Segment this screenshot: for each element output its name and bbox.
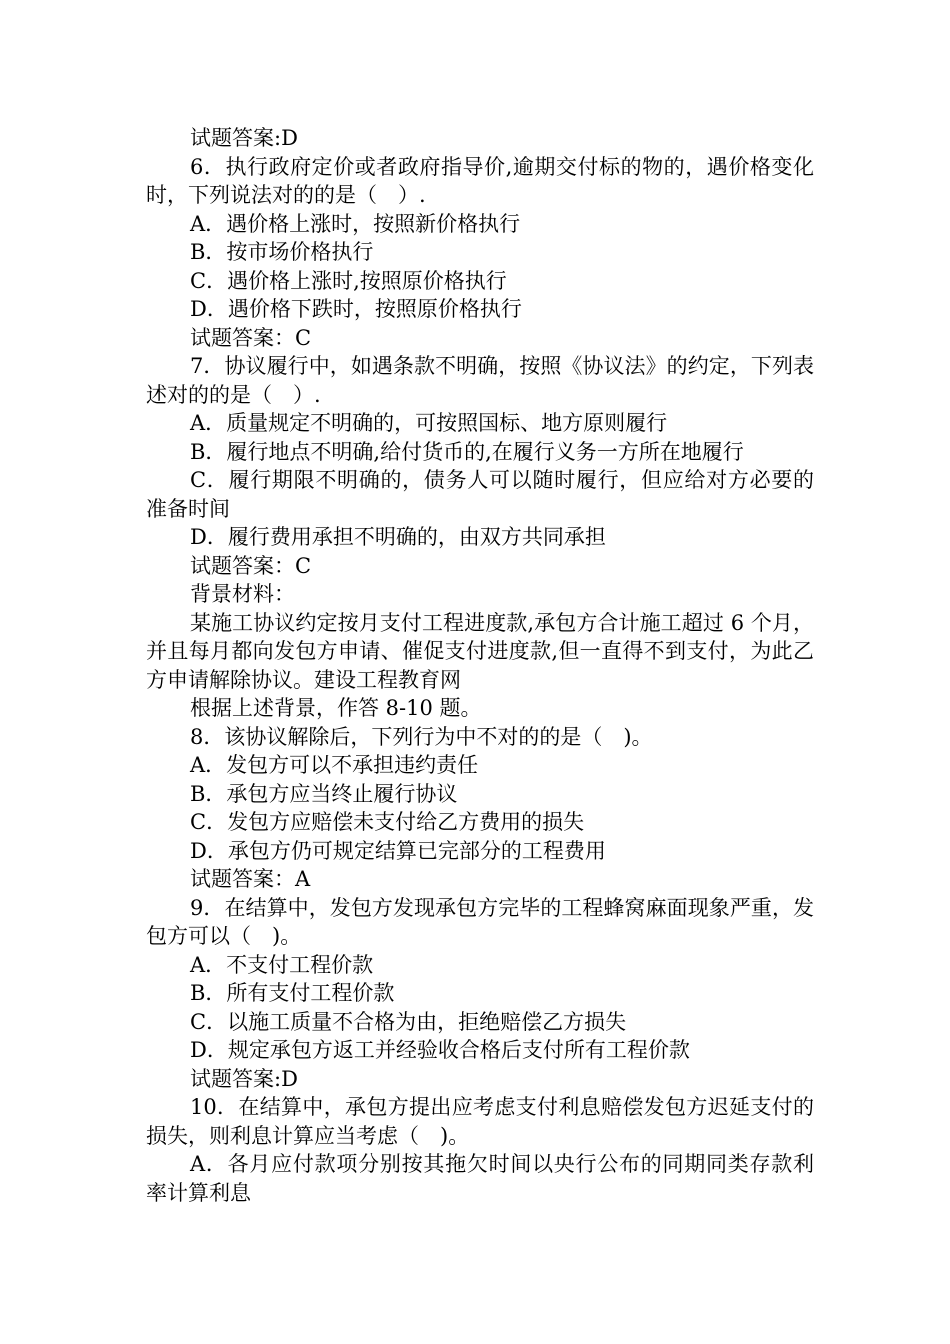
question-7: 7．协议履行中，如遇条款不明确，按照《协议法》的约定，下列表述对的的是（ ）. bbox=[146, 354, 814, 407]
option-line: B．履行地点不明确,给付货币的,在履行义务一方所在地履行 bbox=[190, 439, 744, 464]
option-line: B．所有支付工程价款 bbox=[190, 981, 395, 1005]
option-line: A．各月应付款项分别按其拖欠时间以央行公布的同期同类存款利率计算利息 bbox=[146, 1152, 814, 1205]
option-line: D．规定承包方返工并经验收合格后支付所有工程价款 bbox=[190, 1038, 690, 1062]
answer-line: 试题答案：A bbox=[190, 867, 311, 891]
question-9: 9．在结算中，发包方发现承包方完毕的工程蜂窝麻面现象严重，发包方可以（ )。 bbox=[146, 895, 814, 948]
option-line: A．不支付工程价款 bbox=[190, 952, 374, 977]
section-heading: 背景材料： bbox=[190, 582, 295, 606]
answer-line: 试题答案：C bbox=[190, 325, 312, 350]
option-line: D．遇价格下跌时，按照原价格执行 bbox=[190, 297, 522, 321]
option-line: C．履行期限不明确的，债务人可以随时履行，但应给对方必要的准备时间 bbox=[146, 468, 814, 521]
option-line: A．质量规定不明确的，可按照国标、地方原则履行 bbox=[190, 411, 668, 435]
answer-line: 试题答案:D bbox=[190, 126, 298, 150]
option-line: B．承包方应当终止履行协议 bbox=[190, 781, 458, 806]
option-line: A．发包方可以不承担违约责任 bbox=[190, 753, 479, 777]
option-line: D．承包方仍可规定结算已完部分的工程费用 bbox=[190, 838, 606, 863]
instruction-line: 根据上述背景，作答 8-10 题。 bbox=[190, 696, 482, 720]
option-line: B．按市场价格执行 bbox=[190, 240, 374, 264]
option-line: A．遇价格上涨时，按照新价格执行 bbox=[190, 211, 521, 236]
option-line: C．以施工质量不合格为由，拒绝赔偿乙方损失 bbox=[190, 1009, 627, 1034]
question-6: 6．执行政府定价或者政府指导价,逾期交付标的物的，遇价格变化时，下列说法对的的是（ ）. bbox=[146, 154, 814, 207]
document-body bbox=[146, 124, 814, 1207]
answer-line: 试题答案:D bbox=[190, 1066, 298, 1091]
answer-line: 试题答案：C bbox=[190, 553, 312, 578]
option-line: C．遇价格上涨时,按照原价格执行 bbox=[190, 268, 507, 293]
question-8: 8．该协议解除后，下列行为中不对的的是（ )。 bbox=[190, 724, 653, 749]
background-paragraph: 某施工协议约定按月支付工程进度款,承包方合计施工超过 6 个月，并且每月都向发包方申请、催促支付进度款,但一直得不到支付，为此乙方申请解除协议。建设工程教育网 bbox=[146, 610, 814, 692]
question-10: 10．在结算中，承包方提出应考虑支付利息赔偿发包方迟延支付的损失，则利息计算应当考虑（ )。 bbox=[146, 1095, 814, 1148]
option-line: C．发包方应赔偿未支付给乙方费用的损失 bbox=[190, 810, 585, 834]
option-line: D．履行费用承担不明确的，由双方共同承担 bbox=[190, 525, 606, 549]
